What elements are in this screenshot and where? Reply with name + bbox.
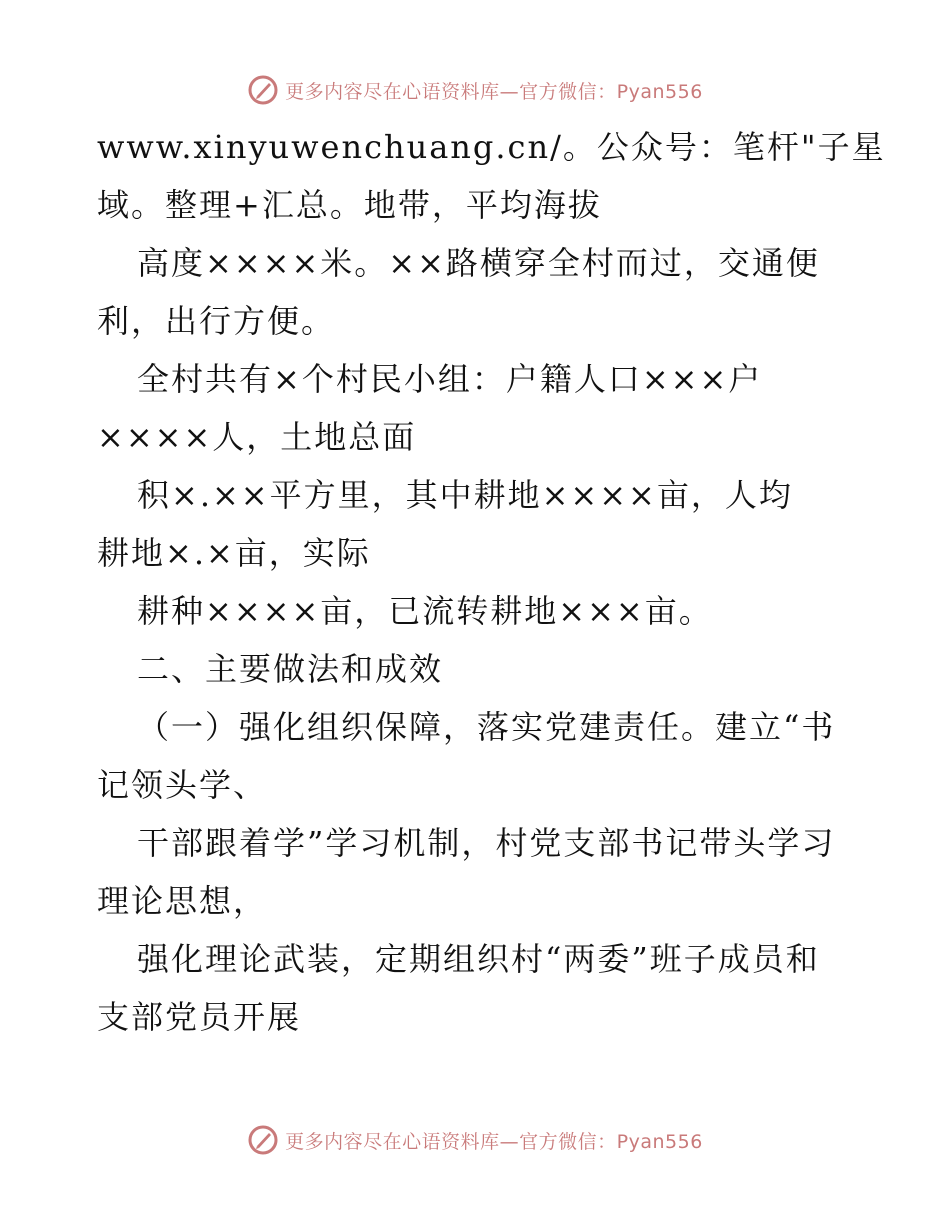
text-line: 支部党员开展: [97, 998, 302, 1036]
text-line: 记领头学、: [97, 766, 268, 804]
text-line: 强化理论武装，定期组织村“两委”班子成员和: [137, 940, 820, 978]
footer-watermark: [0, 1120, 950, 1160]
watermark-text: 更多内容尽在心语资料库—官方微信：Pyan556: [285, 80, 703, 103]
text-line: 全村共有×个村民小组：户籍人口×××户: [137, 360, 763, 398]
text-line: 域。整理+汇总。地带，平均海拔: [97, 186, 602, 224]
text-line: 耕种××××亩，已流转耕地×××亩。: [137, 592, 713, 630]
header-watermark: [0, 70, 950, 110]
pen-logo-icon: [247, 74, 279, 106]
watermark-text: 更多内容尽在心语资料库—官方微信：Pyan556: [285, 1130, 703, 1153]
text-line: 耕地×.×亩，实际: [97, 534, 371, 572]
text-line: www.xinyuwenchuang.cn/。公众号：笔杆"子星: [97, 128, 886, 166]
text-line: 干部跟着学”学习机制，村党支部书记带头学习: [137, 824, 836, 862]
document-body: [97, 118, 886, 1046]
text-line: 利，出行方便。: [97, 302, 336, 340]
section-heading: 二、主要做法和成效: [137, 650, 444, 688]
text-line: 理论思想，: [97, 882, 268, 920]
text-line: （一）强化组织保障，落实党建责任。建立“书: [137, 708, 836, 746]
text-line: 高度××××米。××路横穿全村而过，交通便: [137, 244, 820, 282]
pen-logo-icon: [247, 1124, 279, 1156]
text-line: 积×.××平方里，其中耕地××××亩，人均: [137, 476, 793, 514]
text-line: ××××人，土地总面: [97, 418, 417, 456]
